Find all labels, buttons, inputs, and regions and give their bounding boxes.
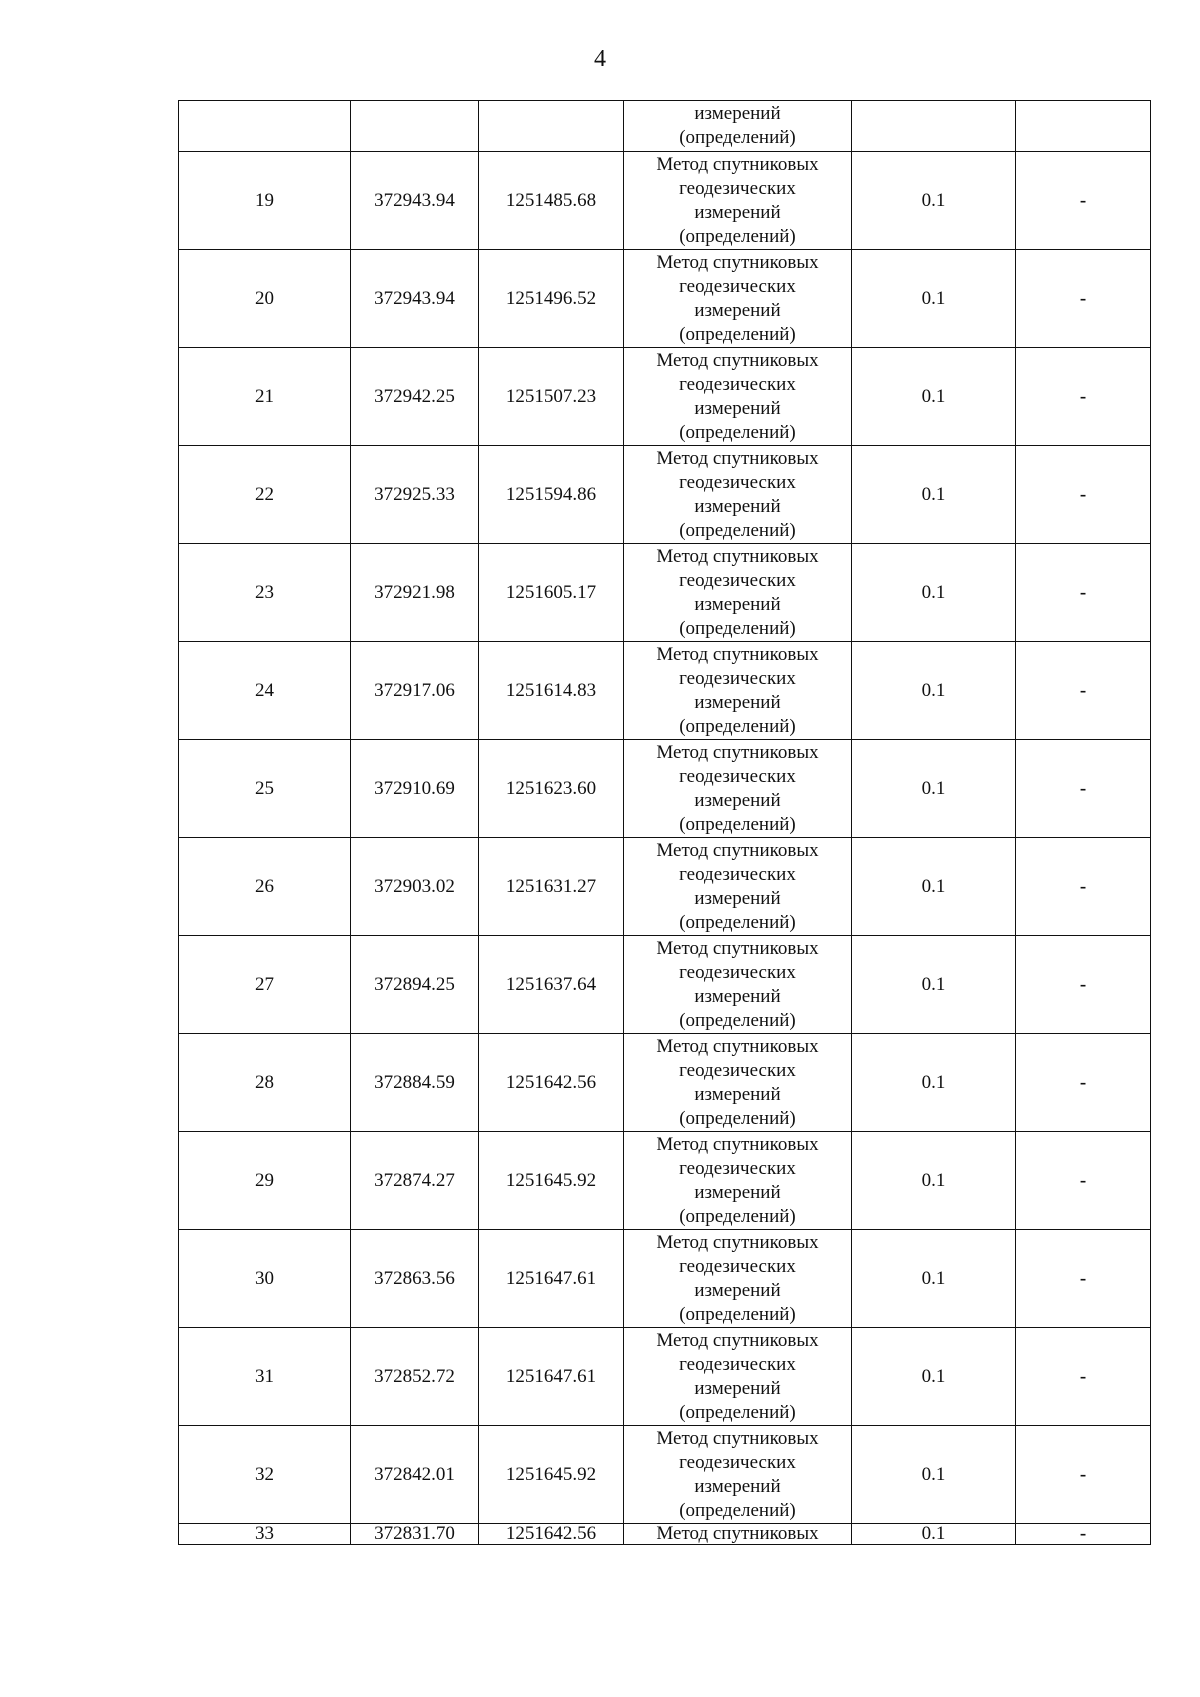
method-line: (определений) [679,1009,796,1031]
note-cell: - [1016,1132,1151,1230]
method-line: измерений [694,1475,781,1497]
accuracy-cell: 0.1 [852,1132,1016,1230]
coordinates-table [178,100,1151,1545]
note-cell: - [1016,1034,1151,1132]
point-number-cell: 25 [179,740,351,838]
method-line: геодезических [679,863,796,885]
accuracy-cell: 0.1 [852,740,1016,838]
y-coordinate-cell: 1251637.64 [479,936,624,1034]
method-line: измерений [694,495,781,517]
method-line: (определений) [679,1401,796,1423]
method-line: измерений [694,1181,781,1203]
method-line: (определений) [679,1303,796,1325]
note-cell: - [1016,838,1151,936]
note-cell [1016,101,1151,152]
y-coordinate-cell [479,101,624,152]
accuracy-cell: 0.1 [852,1524,1016,1545]
method-cell [624,936,852,1034]
y-coordinate-cell: 1251642.56 [479,1524,624,1545]
method-cell [624,250,852,348]
note-cell: - [1016,1328,1151,1426]
method-line: Метод спутниковых [656,643,819,665]
method-line: геодезических [679,1451,796,1473]
method-line: геодезических [679,275,796,297]
method-line: Метод спутниковых [656,1523,819,1544]
accuracy-cell: 0.1 [852,1034,1016,1132]
x-coordinate-cell [351,101,479,152]
method-cell [624,348,852,446]
method-line: измерений [694,201,781,223]
method-line: геодезических [679,1255,796,1277]
table-row [179,1034,1151,1132]
table-row [179,544,1151,642]
point-number-cell: 22 [179,446,351,544]
method-line: измерений [694,1377,781,1399]
table-row [179,1524,1151,1545]
point-number-cell: 33 [179,1524,351,1545]
y-coordinate-cell: 1251594.86 [479,446,624,544]
accuracy-cell: 0.1 [852,1230,1016,1328]
method-line: измерений [694,887,781,909]
table-row [179,1328,1151,1426]
note-cell: - [1016,936,1151,1034]
method-line: Метод спутниковых [656,1329,819,1351]
table-row [179,740,1151,838]
method-line: измерений [694,1279,781,1301]
method-cell [624,838,852,936]
method-cell [624,1328,852,1426]
accuracy-cell: 0.1 [852,838,1016,936]
method-line: (определений) [679,715,796,737]
method-line: Метод спутниковых [656,741,819,763]
x-coordinate-cell: 372863.56 [351,1230,479,1328]
method-line: измерений [694,397,781,419]
point-number-cell: 28 [179,1034,351,1132]
table-row [179,348,1151,446]
method-line: (определений) [679,1107,796,1129]
point-number-cell: 26 [179,838,351,936]
point-number-cell: 32 [179,1426,351,1524]
method-line: (определений) [679,519,796,541]
table-row [179,446,1151,544]
x-coordinate-cell: 372842.01 [351,1426,479,1524]
method-line: измерений [694,691,781,713]
x-coordinate-cell: 372942.25 [351,348,479,446]
table-row [179,1230,1151,1328]
method-line: Метод спутниковых [656,1035,819,1057]
table-row [179,642,1151,740]
accuracy-cell: 0.1 [852,348,1016,446]
method-cell [624,152,852,250]
note-cell: - [1016,446,1151,544]
method-cell [624,1034,852,1132]
table-row [179,152,1151,250]
method-line: измерений [694,789,781,811]
method-line: (определений) [679,421,796,443]
point-number-cell [179,101,351,152]
x-coordinate-cell: 372831.70 [351,1524,479,1545]
method-line: Метод спутниковых [656,545,819,567]
coordinates-table-body [179,101,1151,1545]
method-line: (определений) [679,127,796,148]
method-line: (определений) [679,1499,796,1521]
y-coordinate-cell: 1251647.61 [479,1328,624,1426]
y-coordinate-cell: 1251623.60 [479,740,624,838]
method-line: геодезических [679,569,796,591]
method-cell [624,446,852,544]
method-cell [624,740,852,838]
accuracy-cell [852,101,1016,152]
accuracy-cell: 0.1 [852,446,1016,544]
x-coordinate-cell: 372874.27 [351,1132,479,1230]
note-cell: - [1016,348,1151,446]
point-number-cell: 27 [179,936,351,1034]
x-coordinate-cell: 372884.59 [351,1034,479,1132]
method-line: Метод спутниковых [656,349,819,371]
y-coordinate-cell: 1251605.17 [479,544,624,642]
point-number-cell: 19 [179,152,351,250]
y-coordinate-cell: 1251645.92 [479,1426,624,1524]
method-cell [624,1132,852,1230]
method-line: Метод спутниковых [656,251,819,273]
point-number-cell: 21 [179,348,351,446]
page-number: 4 [594,46,606,72]
method-line: геодезических [679,1353,796,1375]
point-number-cell: 30 [179,1230,351,1328]
method-line: Метод спутниковых [656,1427,819,1449]
x-coordinate-cell: 372943.94 [351,250,479,348]
method-line: геодезических [679,961,796,983]
method-line: геодезических [679,667,796,689]
note-cell: - [1016,1426,1151,1524]
table-row [179,936,1151,1034]
point-number-cell: 31 [179,1328,351,1426]
x-coordinate-cell: 372852.72 [351,1328,479,1426]
y-coordinate-cell: 1251496.52 [479,250,624,348]
method-line: Метод спутниковых [656,1133,819,1155]
method-line: Метод спутниковых [656,839,819,861]
accuracy-cell: 0.1 [852,250,1016,348]
y-coordinate-cell: 1251642.56 [479,1034,624,1132]
x-coordinate-cell: 372921.98 [351,544,479,642]
table-row [179,250,1151,348]
x-coordinate-cell: 372917.06 [351,642,479,740]
method-line: Метод спутниковых [656,937,819,959]
method-line: геодезических [679,373,796,395]
note-cell: - [1016,642,1151,740]
y-coordinate-cell: 1251645.92 [479,1132,624,1230]
accuracy-cell: 0.1 [852,1328,1016,1426]
y-coordinate-cell: 1251507.23 [479,348,624,446]
method-cell [624,101,852,152]
method-cell [624,544,852,642]
y-coordinate-cell: 1251631.27 [479,838,624,936]
method-line: измерений [694,593,781,615]
note-cell: - [1016,544,1151,642]
x-coordinate-cell: 372903.02 [351,838,479,936]
x-coordinate-cell: 372910.69 [351,740,479,838]
accuracy-cell: 0.1 [852,544,1016,642]
note-cell: - [1016,152,1151,250]
method-line: (определений) [679,813,796,835]
method-line: геодезических [679,471,796,493]
method-cell [624,1426,852,1524]
y-coordinate-cell: 1251614.83 [479,642,624,740]
accuracy-cell: 0.1 [852,152,1016,250]
method-line: измерений [694,103,781,124]
table-row [179,1132,1151,1230]
method-cell [624,1230,852,1328]
method-line: геодезических [679,765,796,787]
table-row [179,1426,1151,1524]
method-line: измерений [694,985,781,1007]
note-cell: - [1016,740,1151,838]
method-line: геодезических [679,177,796,199]
x-coordinate-cell: 372894.25 [351,936,479,1034]
method-line: Метод спутниковых [656,447,819,469]
x-coordinate-cell: 372925.33 [351,446,479,544]
note-cell: - [1016,250,1151,348]
accuracy-cell: 0.1 [852,936,1016,1034]
note-cell: - [1016,1524,1151,1545]
method-line: измерений [694,299,781,321]
method-line: (определений) [679,1205,796,1227]
y-coordinate-cell: 1251485.68 [479,152,624,250]
method-line: (определений) [679,617,796,639]
table-row [179,838,1151,936]
method-cell [624,1524,852,1545]
point-number-cell: 23 [179,544,351,642]
method-line: Метод спутниковых [656,1231,819,1253]
table-row-continuation [179,101,1151,152]
accuracy-cell: 0.1 [852,642,1016,740]
accuracy-cell: 0.1 [852,1426,1016,1524]
method-line: (определений) [679,911,796,933]
method-line: геодезических [679,1157,796,1179]
method-line: (определений) [679,323,796,345]
method-line: геодезических [679,1059,796,1081]
y-coordinate-cell: 1251647.61 [479,1230,624,1328]
point-number-cell: 20 [179,250,351,348]
note-cell: - [1016,1230,1151,1328]
method-line: измерений [694,1083,781,1105]
x-coordinate-cell: 372943.94 [351,152,479,250]
method-line: Метод спутниковых [656,153,819,175]
point-number-cell: 29 [179,1132,351,1230]
method-line: (определений) [679,225,796,247]
point-number-cell: 24 [179,642,351,740]
method-cell [624,642,852,740]
